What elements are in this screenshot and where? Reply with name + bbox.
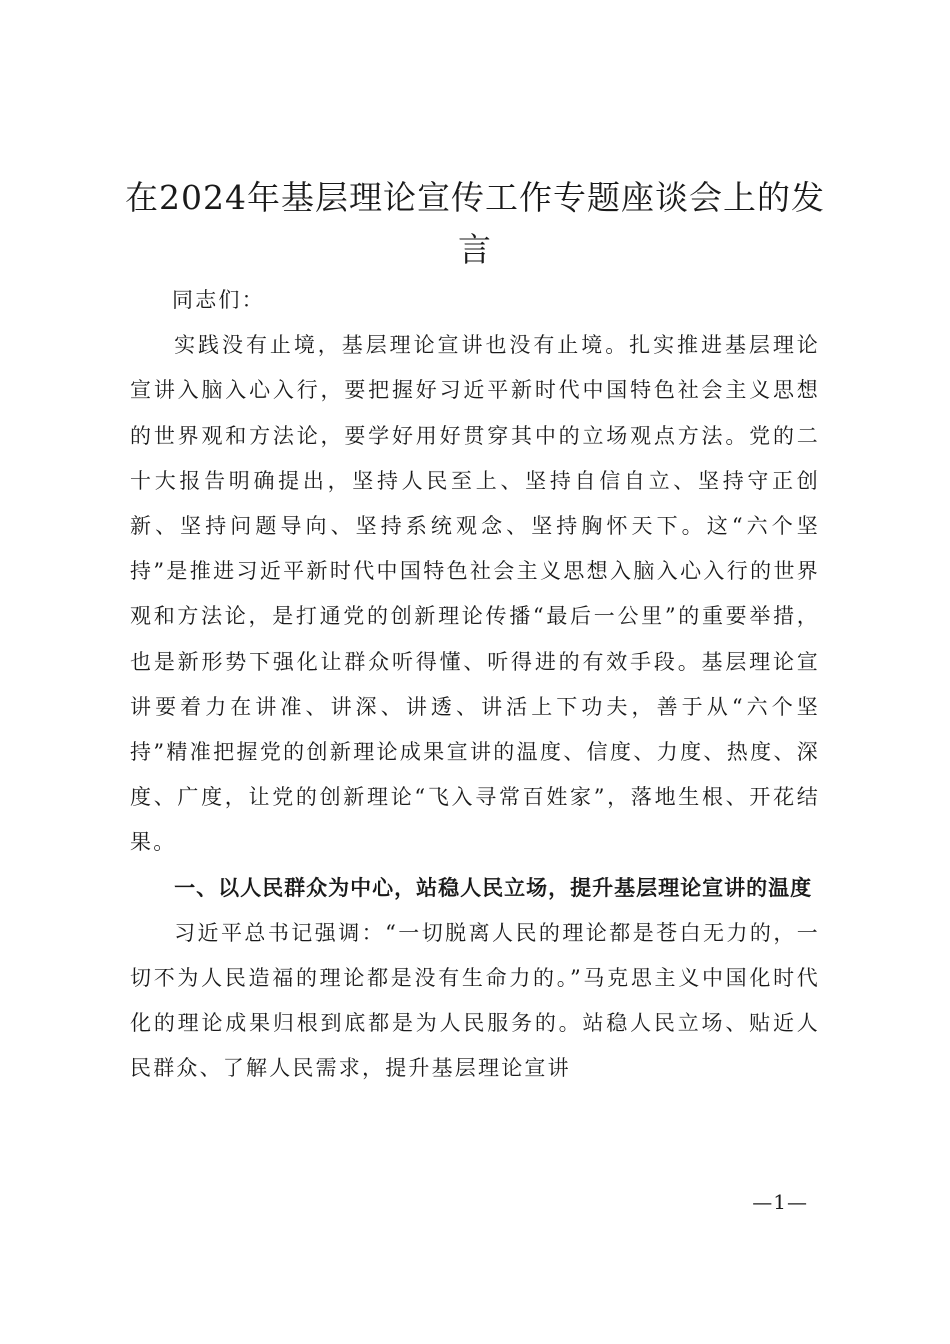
intro-paragraph: 实践没有止境，基层理论宣讲也没有止境。扎实推进基层理论宣讲入脑入心入行，要把握好习近平新时代中国特色社会主义思想的世界观和方法论，要学好用好贯穿其中的立场观点方法。党的二十大报告明确提出，坚持人民至上、坚持自信自立、坚持守正创新、坚持问题导向、坚持系统观念、坚持胸怀天下。这“六个坚持”是推进习近平新时代中国特色社会主义思想入脑入心入行的世界观和方法论，是打通党的创新理论传播“最后一公里”的重要举措，也是新形势下强化让群众听得懂、听得进的有效手段。基层理论宣讲要着力在讲准、讲深、讲透、讲活上下功夫，善于从“六个坚持”精准把握党的创新理论成果宣讲的温度、信度、力度、热度、深度、广度，让党的创新理论“飞入寻常百姓家”，落地生根、开花结果。 <box>130 333 820 855</box>
salutation: 同志们： <box>172 288 265 312</box>
document-body <box>130 278 820 1092</box>
page-number: —1— <box>752 1190 808 1214</box>
document-title: 在2024年基层理论宣传工作专题座谈会上的发言 <box>125 178 825 269</box>
section-heading: 一、以人民群众为中心，站稳人民立场，提升基层理论宣讲的温度 <box>174 875 813 900</box>
section-paragraph: 习近平总书记强调：“一切脱离人民的理论都是苍白无力的，一切不为人民造福的理论都是没有生命力的。”马克思主义中国化时代化的理论成果归根到底都是为人民服务的。站稳人民立场、贴近人民群众、了解人民需求，提升基层理论宣讲 <box>130 920 820 1081</box>
